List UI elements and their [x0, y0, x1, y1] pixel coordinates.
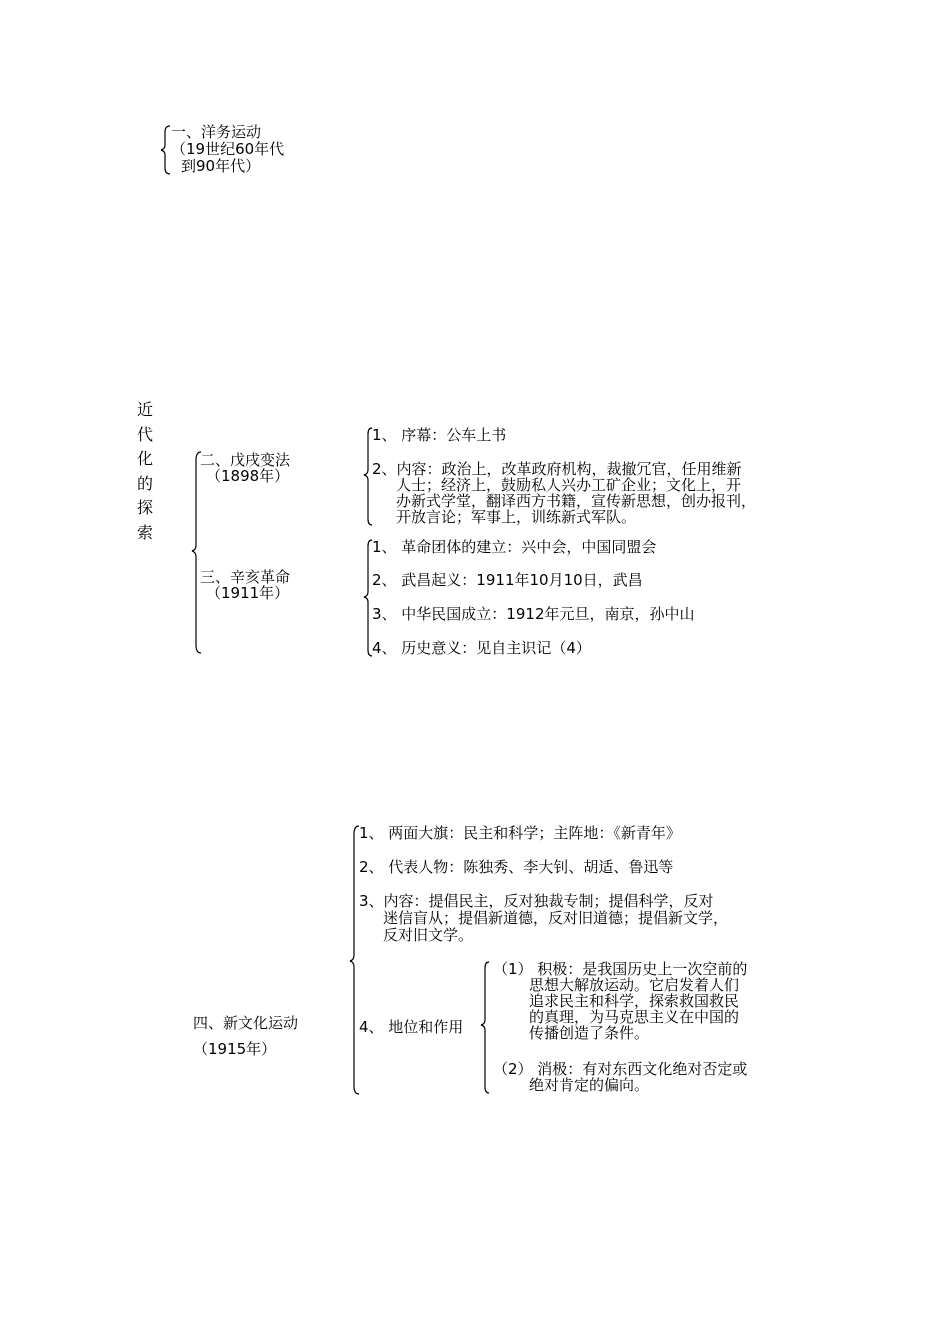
- diwei-sub-2-line-2: 绝对肯定的偏向。: [529, 1076, 650, 1094]
- wuxu-item-2-line-4: 开放言论；军事上，训练新式军队。: [396, 508, 637, 526]
- wuxu-item-2-line-3: 办新式学堂，翻译西方书籍，宣传新思想，创办报刊，: [396, 492, 757, 510]
- section-wuxu-period: （1898年）: [206, 467, 290, 485]
- section-yangwu-title: 一、洋务运动: [171, 123, 262, 141]
- diwei-sub-1-line-1: （1） 积极：是我国历史上一次空前的: [493, 960, 748, 978]
- diwei-sub-1-line-2: 思想大解放运动。它启发着人们: [529, 976, 740, 994]
- xinwenhua-item-4-label: 4、 地位和作用: [359, 1018, 464, 1036]
- section-yangwu-period-2: 到90年代）: [181, 157, 261, 175]
- xinwenhua-item-2: 2、 代表人物：陈独秀、李大钊、胡适、鲁迅等: [359, 858, 674, 876]
- xinhai-item-4: 4、 历史意义：见自主识记（4）: [372, 639, 591, 657]
- xinwenhua-item-3-line-1: 3、内容：提倡民主，反对独裁专制；提倡科学，反对: [359, 892, 714, 910]
- brace-xinwenhua: [350, 826, 359, 1094]
- brace-yangwu: [161, 126, 170, 174]
- brace-xinhai: [364, 540, 372, 656]
- xinhai-item-2: 2、 武昌起义：1911年10月10日，武昌: [372, 571, 643, 589]
- diwei-sub-1-line-4: 的真理，为马克思主义在中国的: [529, 1008, 740, 1026]
- wuxu-item-2-line-2: 人士；经济上，鼓励私人兴办工矿企业；文化上，开: [396, 476, 742, 494]
- wuxu-item-1: 1、 序幕：公车上书: [372, 426, 507, 444]
- diwei-sub-2-line-1: （2） 消极：有对东西文化绝对否定或: [493, 1060, 748, 1078]
- section-wuxu-title: 二、戊戌变法: [200, 451, 291, 469]
- section-xinwenhua-period: （1915年）: [193, 1040, 277, 1058]
- section-xinhai-title: 三、辛亥革命: [200, 568, 291, 586]
- brace-diwei: [481, 962, 489, 1093]
- root-title: 近代化的探索: [136, 400, 153, 542]
- brace-wuxu: [364, 428, 372, 525]
- section-yangwu-period-1: （19世纪60年代: [171, 140, 285, 158]
- brace-root: [192, 452, 201, 653]
- diwei-sub-1-line-3: 追求民主和科学，探索救国救民: [529, 992, 740, 1010]
- xinhai-item-1: 1、 革命团体的建立：兴中会，中国同盟会: [372, 538, 657, 556]
- xinwenhua-item-3-line-3: 反对旧文学。: [383, 926, 474, 944]
- diwei-sub-1-line-5: 传播创造了条件。: [529, 1024, 650, 1042]
- section-xinhai-period: （1911年）: [206, 584, 290, 602]
- section-xinwenhua-title: 四、新文化运动: [193, 1014, 299, 1032]
- xinhai-item-3: 3、 中华民国成立：1912年元旦，南京，孙中山: [372, 605, 695, 623]
- wuxu-item-2-line-1: 2、内容：政治上，改革政府机构，裁撤冗官，任用维新: [372, 460, 742, 478]
- xinwenhua-item-1: 1、 两面大旗：民主和科学；主阵地：《新青年》: [359, 824, 681, 842]
- xinwenhua-item-3-line-2: 迷信盲从；提倡新道德，反对旧道德；提倡新文学，: [383, 909, 729, 927]
